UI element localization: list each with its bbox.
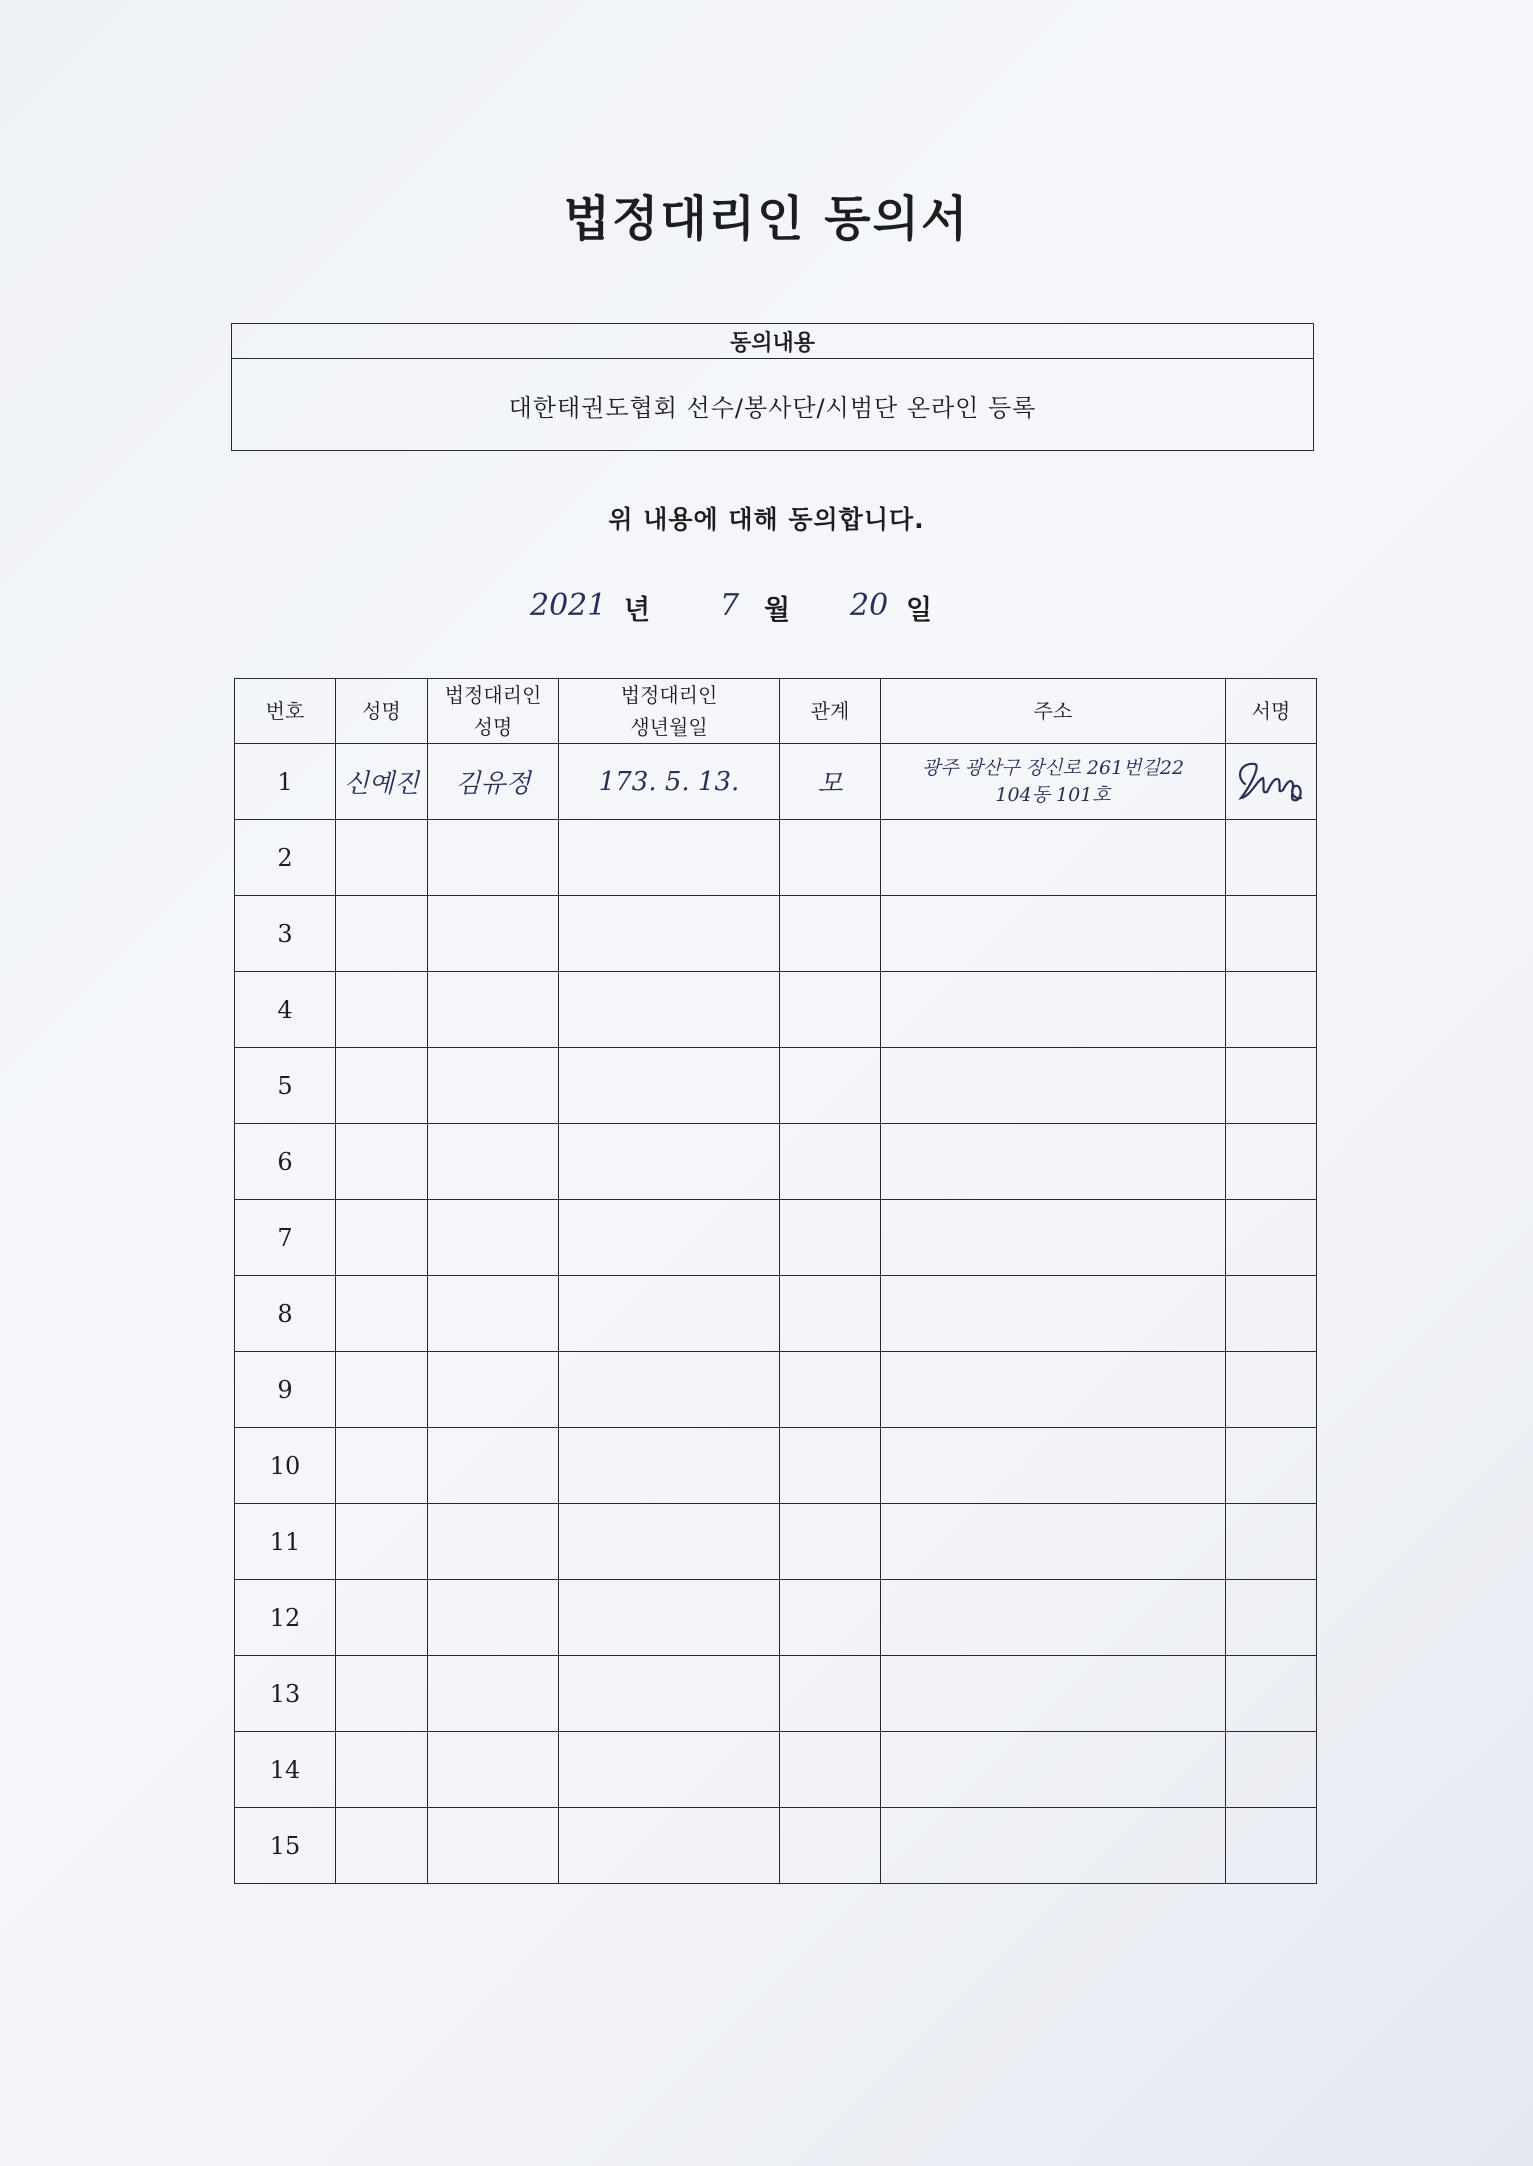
header-relation: 관계 — [780, 679, 881, 744]
guardian-birthdate — [559, 1124, 780, 1200]
row-number: 7 — [235, 1200, 336, 1276]
address — [881, 1200, 1226, 1276]
guardian-birthdate — [559, 1048, 780, 1124]
guardian-birthdate — [559, 1656, 780, 1732]
handwritten-signature-icon — [1231, 754, 1311, 810]
guardian-birthdate — [559, 1352, 780, 1428]
table-row — [235, 1428, 1317, 1504]
row-number: 14 — [235, 1732, 336, 1808]
signature-cell — [1226, 820, 1317, 896]
signature-cell — [1226, 1352, 1317, 1428]
relation — [780, 1808, 881, 1884]
signature-cell — [1226, 896, 1317, 972]
table-row — [235, 1352, 1317, 1428]
guardian-birthdate — [559, 1732, 780, 1808]
guardian-name — [428, 1808, 559, 1884]
row-number: 12 — [235, 1580, 336, 1656]
row-number: 10 — [235, 1428, 336, 1504]
signature-cell — [1226, 972, 1317, 1048]
guardian-birthdate — [559, 1276, 780, 1352]
table-row — [235, 1124, 1317, 1200]
address-line2: 104동 101호 — [995, 783, 1111, 806]
relation — [780, 1732, 881, 1808]
table-row — [235, 1808, 1317, 1884]
guardian-name — [428, 1580, 559, 1656]
participant-name: 신예진 — [336, 744, 428, 820]
row-number: 8 — [235, 1276, 336, 1352]
header-number: 번호 — [235, 679, 336, 744]
guardian-name: 김유정 — [428, 744, 559, 820]
consent-body: 대한태권도협회 선수/봉사단/시범단 온라인 등록 — [508, 393, 1037, 422]
address — [881, 1580, 1226, 1656]
address — [881, 1428, 1226, 1504]
table-row — [235, 972, 1317, 1048]
guardian-name — [428, 1656, 559, 1732]
address — [881, 1048, 1226, 1124]
address — [881, 972, 1226, 1048]
guardian-name — [428, 1048, 559, 1124]
relation — [780, 1428, 881, 1504]
guardian-name — [428, 1732, 559, 1808]
guardian-birthdate: 173. 5. 13. — [559, 744, 780, 820]
signature-cell — [1226, 1276, 1317, 1352]
date-month: 7 — [720, 588, 740, 623]
row-number: 13 — [235, 1656, 336, 1732]
header-guardian-birth-line2: 생년월일 — [630, 715, 708, 739]
table-row — [235, 1200, 1317, 1276]
participant-name — [336, 1808, 428, 1884]
guardian-name — [428, 1276, 559, 1352]
address-line1: 광주 광산구 장신로 261번길22 — [921, 756, 1185, 779]
guardian-name — [428, 1124, 559, 1200]
date-day: 20 — [850, 588, 889, 623]
row-number: 9 — [235, 1352, 336, 1428]
guardian-name — [428, 1504, 559, 1580]
participant-name — [336, 1656, 428, 1732]
table-row — [235, 1048, 1317, 1124]
date-month-unit: 월 — [764, 595, 791, 626]
relation — [780, 1276, 881, 1352]
address — [881, 1656, 1226, 1732]
guardian-name — [428, 896, 559, 972]
guardian-birthdate — [559, 1428, 780, 1504]
address — [881, 744, 1226, 820]
signature-cell — [1226, 1200, 1317, 1276]
participant-name — [336, 1580, 428, 1656]
signature-cell — [1226, 744, 1317, 820]
guardian-birthdate — [559, 972, 780, 1048]
relation — [780, 1580, 881, 1656]
header-guardian-birth — [559, 679, 780, 744]
relation — [780, 1656, 881, 1732]
agreement-statement: 위 내용에 대해 동의합니다. — [608, 505, 925, 534]
signature-cell — [1226, 1656, 1317, 1732]
date-day-unit: 일 — [906, 595, 933, 626]
guardian-birthdate — [559, 820, 780, 896]
date-year: 2021 — [530, 588, 607, 623]
address — [881, 1732, 1226, 1808]
date-line — [520, 580, 1120, 630]
table-row — [235, 896, 1317, 972]
relation — [780, 1048, 881, 1124]
participant-name — [336, 1124, 428, 1200]
address — [881, 896, 1226, 972]
header-guardian-birth-line1: 법정대리인 — [620, 683, 718, 707]
participant-name — [336, 1428, 428, 1504]
row-number: 6 — [235, 1124, 336, 1200]
header-guardian-name-line2: 성명 — [473, 715, 513, 739]
table-row — [235, 1276, 1317, 1352]
consent-content-box — [231, 323, 1314, 451]
signature-cell — [1226, 1504, 1317, 1580]
guardian-name — [428, 820, 559, 896]
row-number: 5 — [235, 1048, 336, 1124]
participant-name — [336, 1504, 428, 1580]
row-number: 15 — [235, 1808, 336, 1884]
relation — [780, 1124, 881, 1200]
row-number: 1 — [235, 744, 336, 820]
guardian-name — [428, 1200, 559, 1276]
relation — [780, 1200, 881, 1276]
guardian-birthdate — [559, 896, 780, 972]
table-row — [235, 1656, 1317, 1732]
header-signature: 서명 — [1226, 679, 1317, 744]
guardian-birthdate — [559, 1504, 780, 1580]
address — [881, 1276, 1226, 1352]
header-address: 주소 — [881, 679, 1226, 744]
signature-cell — [1226, 1124, 1317, 1200]
document-title: 법정대리인 동의서 — [563, 191, 970, 247]
header-guardian-name-line1: 법정대리인 — [444, 683, 542, 707]
address — [881, 820, 1226, 896]
signature-cell — [1226, 1580, 1317, 1656]
relation — [780, 820, 881, 896]
guardian-roster-table — [234, 678, 1317, 1884]
signature-cell — [1226, 1428, 1317, 1504]
participant-name — [336, 896, 428, 972]
row-number: 2 — [235, 820, 336, 896]
address — [881, 1808, 1226, 1884]
header-name: 성명 — [336, 679, 428, 744]
guardian-name — [428, 1352, 559, 1428]
guardian-birthdate — [559, 1200, 780, 1276]
address — [881, 1352, 1226, 1428]
guardian-birthdate — [559, 1580, 780, 1656]
participant-name — [336, 1200, 428, 1276]
row-number: 4 — [235, 972, 336, 1048]
guardian-name — [428, 972, 559, 1048]
address — [881, 1124, 1226, 1200]
relation — [780, 972, 881, 1048]
table-row — [235, 1580, 1317, 1656]
participant-name — [336, 1048, 428, 1124]
address — [881, 1504, 1226, 1580]
signature-cell — [1226, 1808, 1317, 1884]
signature-cell — [1226, 1048, 1317, 1124]
date-year-unit: 년 — [624, 595, 651, 626]
relation — [780, 896, 881, 972]
row-number: 3 — [235, 896, 336, 972]
consent-heading: 동의내용 — [232, 324, 1313, 359]
relation — [780, 1352, 881, 1428]
participant-name — [336, 1732, 428, 1808]
row-number: 11 — [235, 1504, 336, 1580]
participant-name — [336, 1276, 428, 1352]
table-row — [235, 1504, 1317, 1580]
guardian-birthdate — [559, 1808, 780, 1884]
participant-name — [336, 820, 428, 896]
participant-name — [336, 972, 428, 1048]
table-row — [235, 1732, 1317, 1808]
participant-name — [336, 1352, 428, 1428]
table-row — [235, 744, 1317, 820]
table-row — [235, 820, 1317, 896]
guardian-name — [428, 1428, 559, 1504]
relation — [780, 1504, 881, 1580]
signature-cell — [1226, 1732, 1317, 1808]
table-header-row — [235, 679, 1317, 744]
relation: 모 — [780, 744, 881, 820]
header-guardian-name — [428, 679, 559, 744]
